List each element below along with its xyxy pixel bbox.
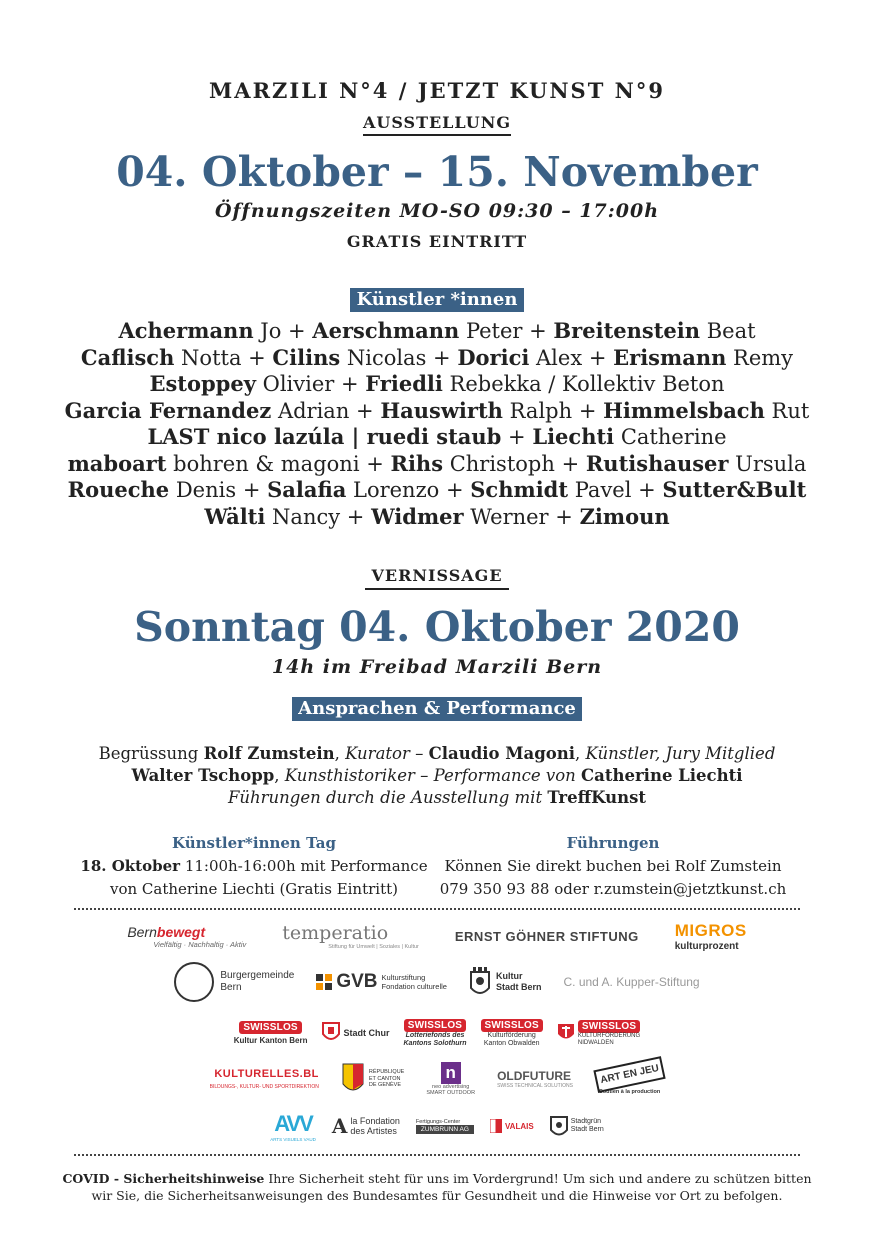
speeches-heading: Ansprachen & Performance (292, 697, 582, 721)
geneve-text: RÉPUBLIQUE ET CANTON DE GENÈVE (368, 1069, 405, 1089)
artist-firstname: Lorenzo (346, 478, 440, 502)
tours-block (436, 832, 790, 901)
covid-notice (0, 1170, 874, 1204)
kulturelles-text: KULTURELLES.BL (214, 1068, 319, 1080)
vernissage-label: VERNISSAGE (365, 566, 508, 590)
covid-title: COVID - Sicherheitshinweise (62, 1171, 265, 1186)
bern-text: Bern (127, 923, 157, 940)
artist-separator: + (349, 398, 381, 423)
artist-firstname: Remy (726, 345, 794, 370)
artist-surname: Salafia (267, 477, 347, 502)
temperatio-sub: Stiftung für Umwelt | Soziales | Kultur (328, 944, 419, 950)
speaker-role: Kunsthistoriker – Performance von (284, 766, 582, 785)
sponsor-row-5 (0, 1108, 874, 1144)
oldfuture-logo (497, 1069, 573, 1089)
temperatio-logo (282, 922, 419, 950)
bern-bewegt-logo (127, 924, 246, 949)
nidwalden-text: KULTURFÖRDERUNG NIDWALDEN (577, 1032, 641, 1046)
artist-surname: maboart (67, 450, 167, 476)
sponsor-row-3 (0, 1018, 874, 1048)
swisslos-solothurn-logo (404, 1019, 467, 1048)
neo-sub: neo advertising SMART OUTDOOR (426, 1084, 476, 1096)
artists-heading: Künstler *innen (350, 288, 525, 312)
swisslos-obwalden-logo (481, 1019, 543, 1048)
swisslos-text: SWISSLOS (578, 1020, 640, 1033)
speaker-name: Catherine Liechti (581, 766, 743, 785)
artist-line (0, 424, 874, 451)
fondation-a-icon: A (331, 1114, 348, 1138)
bern-crest-icon (469, 966, 491, 998)
artist-separator: + (554, 451, 586, 476)
tours-title: Führungen (566, 834, 660, 852)
burgergemeinde-seal-icon (174, 962, 214, 1002)
kultur-stadt-bern-text: Kultur Stadt Bern (495, 971, 542, 992)
stadtgruen-text: Stadtgrün Stadt Bern (570, 1117, 604, 1133)
artist-firstname: Notta (174, 345, 242, 370)
artist-firstname: Ursula (728, 451, 807, 476)
artist-surname: Himmelsbach (603, 397, 765, 423)
oldfuture-sub: SWISS TECHNICAL SOLUTIONS (497, 1083, 573, 1089)
artist-surname: Friedli (365, 371, 443, 396)
migros-sub: kulturprozent (674, 940, 739, 952)
artist-separator: + (426, 345, 458, 370)
tours-line1: Können Sie direkt buchen bei Rolf Zumstein (444, 857, 782, 875)
artist-surname: Sutter&Bult (662, 477, 807, 502)
speaker-name: TreffKunst (547, 788, 647, 807)
speaker-role: Künstler, Jury Mitglied (585, 744, 776, 763)
artist-surname: Erismann (613, 344, 727, 370)
artist-separator: + (334, 372, 366, 396)
avv-sub: ARTS VISUELS VAUD (270, 1136, 316, 1142)
artist-surname: Estoppey (149, 371, 256, 396)
artist-firstname: Beat (700, 319, 756, 343)
artist-separator: + (241, 345, 273, 370)
swisslos-kanton-bern-logo (234, 1021, 308, 1045)
artist-firstname: Adrian (271, 398, 350, 423)
artist-firstname: bohren & magoni (166, 451, 360, 476)
speaker-name: Claudio Magoni (428, 744, 576, 763)
artist-surname: Garcia Fernandez (64, 397, 272, 423)
vernissage-date: Sonntag 04. Oktober 2020 (134, 603, 740, 651)
artist-line (0, 477, 874, 504)
artist-surname: Widmer (371, 503, 464, 529)
speeches (0, 743, 874, 809)
artist-separator: + (501, 425, 533, 449)
obwalden-text: Kulturförderung Kanton Obwalden (483, 1031, 540, 1047)
divider-bottom (74, 1154, 800, 1156)
avv-logo (270, 1111, 316, 1142)
artist-surname: Roueche (67, 477, 170, 502)
gvb-sub: Kulturstiftung Fondation culturelle (381, 973, 447, 991)
artist-surname: Schmidt (470, 477, 569, 502)
neo-text: n (441, 1062, 461, 1084)
artist-firstname: Rebekka / Kollektiv Beton (442, 372, 725, 396)
artist-separator: + (359, 451, 391, 476)
artist-separator: + (439, 478, 471, 502)
artist-firstname: Jo (253, 319, 282, 343)
bewegt-text: bewegt (156, 923, 206, 940)
speech-line (0, 765, 874, 787)
covid-text: Ihre Sicherheit steht für uns im Vordergrund! Um sich und andere zu schützen bitten (264, 1171, 812, 1186)
stadt-chur-text: Stadt Chur (343, 1028, 390, 1038)
speaker-role: Führungen durch die Ausstellung mit (227, 788, 548, 807)
artist-surname: Dorici (457, 344, 530, 370)
sponsor-row-4 (0, 1058, 874, 1100)
artists-day-date: 18. Oktober (80, 857, 181, 875)
stadtgruen-bern-logo (550, 1113, 604, 1139)
artist-line (0, 504, 874, 531)
art-en-jeu-logo (595, 1063, 664, 1095)
artist-line (0, 371, 874, 398)
speech-text: , (334, 744, 346, 763)
speech-text: , (575, 744, 586, 763)
artist-surname: Breitenstein (553, 318, 701, 343)
kulturelles-bl-logo (210, 1068, 319, 1090)
bern-crest-icon (550, 1113, 568, 1139)
tours-line2: 079 350 93 88 oder r.zumstein@jetztkunst.ch (439, 880, 787, 898)
vernissage-place: 14h im Freibad Marzili Bern (271, 656, 603, 678)
gvb-logo (316, 971, 447, 993)
valais-crest-icon (490, 1119, 502, 1133)
artist-firstname: Ralph (502, 398, 573, 423)
artist-surname: Achermann (118, 318, 254, 343)
series-title: MARZILI N°4 / JETZT KUNST N°9 (209, 78, 665, 103)
artist-surname: Liechti (532, 424, 615, 449)
artist-list (0, 318, 874, 530)
burgergemeinde-logo (174, 962, 294, 1002)
zumbrunn-logo (416, 1119, 474, 1134)
exhibition-label: AUSSTELLUNG (363, 113, 511, 136)
valais-logo (490, 1119, 534, 1133)
covid-line2: wir Sie, die Sicherheitsanweisungen des Bundesamtes für Gesundheit und die Hinweise vor Ort zu befolgen. (91, 1188, 783, 1203)
exhibition-dates: 04. Oktober – 15. November (116, 148, 758, 196)
artist-separator: + (522, 319, 554, 343)
free-admission: GRATIS EINTRITT (346, 232, 528, 251)
artist-firstname: Nancy (265, 504, 341, 529)
art-en-jeu-text: ART EN JEU (593, 1056, 666, 1093)
artist-surname: LAST nico lazúla | ruedi staub (147, 424, 502, 449)
artist-separator: + (340, 504, 372, 529)
burgergemeinde-text: Burgergemeinde Bern (220, 970, 295, 993)
fondation-text: la Fondation des Artistes (350, 1116, 400, 1136)
valais-text: VALAIS (504, 1121, 534, 1131)
artist-firstname: Alex (529, 345, 583, 370)
speaker-role: Kurator – (345, 744, 429, 763)
artist-firstname: Werner (463, 504, 549, 529)
artist-surname: Hauswirth (380, 397, 503, 423)
gvb-text: GVB (336, 971, 378, 992)
artist-firstname: Pavel (568, 478, 632, 502)
artist-surname: Zimoun (579, 503, 670, 529)
artist-line (0, 345, 874, 372)
avv-text: AVV (274, 1110, 312, 1136)
kanton-bern-text: Kultur Kanton Bern (233, 1036, 308, 1045)
artists-day-title: Künstler*innen Tag (172, 834, 336, 852)
geneve-logo (341, 1062, 404, 1096)
migros-logo (675, 921, 747, 952)
kultur-stadt-bern-logo (469, 966, 542, 998)
artist-separator: + (582, 345, 614, 370)
nidwalden-crest-icon (557, 1023, 575, 1043)
kulturelles-sub: BILDUNGS-, KULTUR- UND SPORTDIREKTION (209, 1084, 319, 1090)
artist-surname: Cilins (272, 344, 341, 370)
fondation-artistes-logo (332, 1114, 400, 1138)
artist-separator: + (572, 398, 604, 423)
divider-top (74, 908, 800, 910)
speech-line (0, 743, 874, 765)
artists-day-line2: von Catherine Liechti (Gratis Eintritt) (109, 880, 399, 898)
stadt-chur-logo (322, 1022, 390, 1044)
speaker-name: Rolf Zumstein (203, 744, 335, 763)
swisslos-text: SWISSLOS (404, 1019, 466, 1032)
artist-line (0, 451, 874, 478)
zumbrunn-sub: Fertigungs-Center (415, 1118, 461, 1125)
artists-day-line1 (74, 855, 434, 878)
artist-firstname: Christoph (443, 451, 555, 476)
bern-bewegt-sub: Vielfältig · Nachhaltig · Aktiv (153, 939, 247, 949)
art-en-jeu-sub: Soutien à la production (599, 1089, 661, 1095)
artist-surname: Wälti (204, 503, 266, 529)
migros-text: MIGROS (674, 920, 747, 940)
geneva-crest-icon (341, 1062, 365, 1096)
speech-line (0, 787, 874, 809)
opening-hours: Öffnungszeiten MO-SO 09:30 – 17:00h (214, 200, 660, 222)
kupper-stiftung-logo: C. und A. Kupper-Stiftung (563, 975, 700, 989)
artist-firstname: Olivier (255, 372, 335, 396)
artist-separator: + (548, 504, 580, 529)
zumbrunn-text: ZUMBRUNN AG (416, 1125, 474, 1134)
artist-firstname: Peter (459, 319, 523, 343)
speech-text: , (274, 766, 285, 785)
ernst-goehner-logo: ERNST GÖHNER STIFTUNG (454, 928, 639, 944)
speech-text: Begrüssung (98, 744, 204, 763)
swisslos-text: SWISSLOS (481, 1019, 543, 1032)
artist-surname: Rutishauser (585, 450, 729, 476)
artist-firstname: Rut (764, 398, 810, 423)
artist-separator: + (631, 478, 663, 502)
artist-firstname: Denis (169, 478, 237, 502)
artist-line (0, 318, 874, 345)
swisslos-nidwalden-logo (557, 1020, 640, 1047)
artist-firstname: Nicolas (340, 345, 427, 370)
speaker-name: Walter Tschopp (131, 766, 275, 785)
artist-separator: + (281, 319, 313, 343)
covid-line1 (0, 1170, 874, 1187)
artists-day-time: 11:00h-16:00h mit Performance (180, 857, 428, 875)
temperatio-text: temperatio (282, 922, 389, 944)
artist-surname: Caflisch (80, 344, 175, 370)
chur-crest-icon (322, 1022, 340, 1044)
solothurn-text: Lotteriefonds des Kantons Solothurn (403, 1031, 467, 1047)
artist-surname: Rihs (390, 450, 444, 476)
artist-surname: Aerschmann (312, 318, 460, 343)
artist-line (0, 398, 874, 425)
gvb-square-icon (316, 974, 332, 990)
artist-firstname: Catherine (614, 425, 727, 449)
sponsor-row-2 (0, 962, 874, 1002)
neo-advertising-logo (426, 1062, 475, 1096)
swisslos-text: SWISSLOS (239, 1021, 301, 1034)
oldfuture-text: OLDFUTURE (497, 1069, 572, 1083)
sponsor-row-1 (0, 918, 874, 954)
artists-day-block (74, 832, 434, 901)
artist-separator: + (236, 478, 268, 502)
